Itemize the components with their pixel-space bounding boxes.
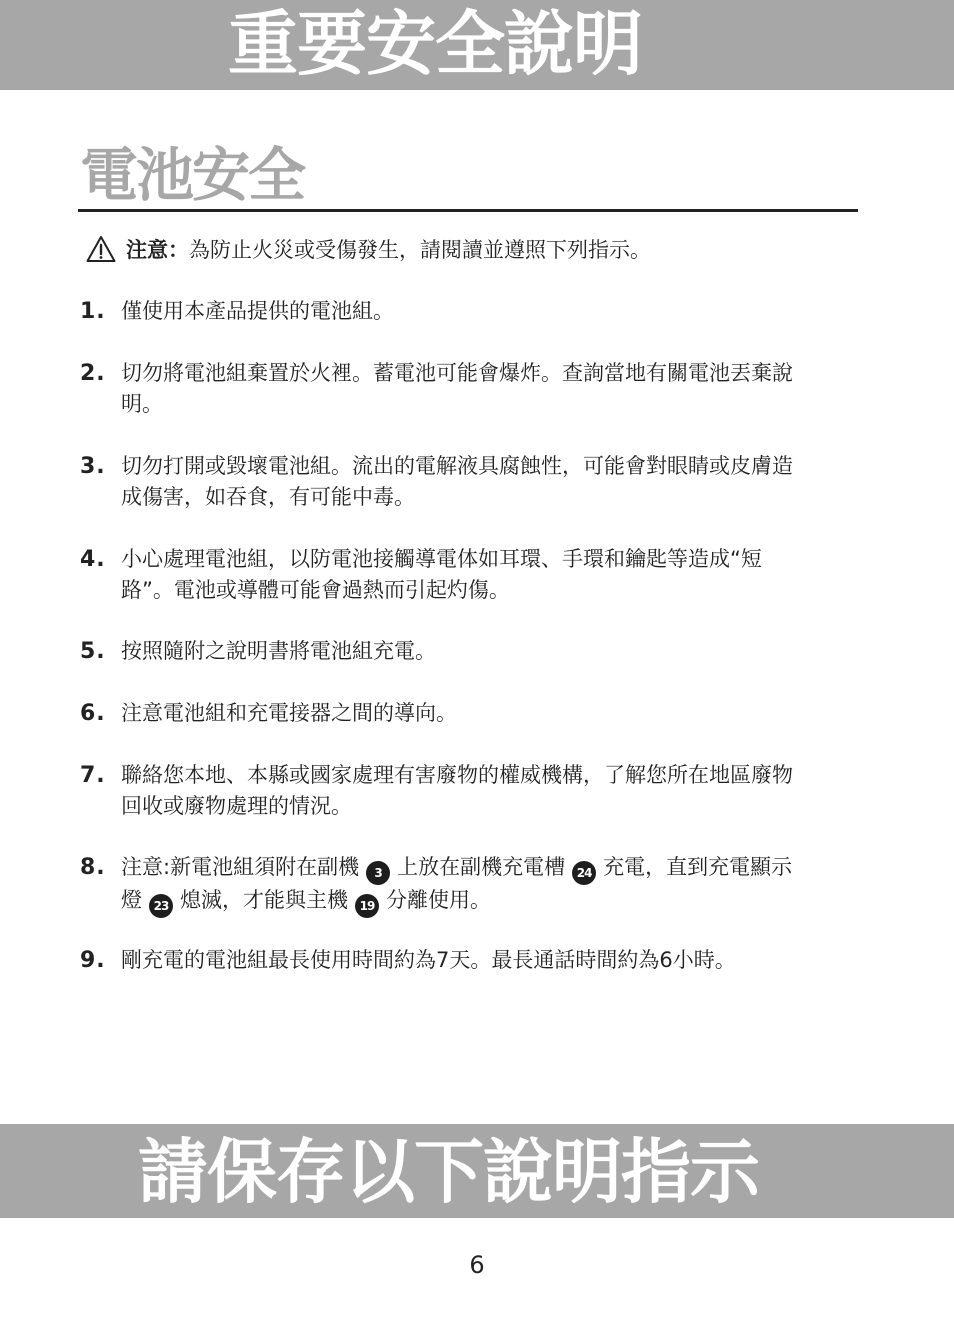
- item-text-segment: 上放在副機充電槽: [397, 855, 566, 879]
- section-title: 電池安全: [80, 141, 305, 209]
- item-number: 3.: [80, 454, 106, 479]
- list-item: [80, 296, 840, 327]
- item-text: 注意電池組和充電接器之間的導向。: [121, 701, 457, 725]
- section-divider: [78, 209, 858, 212]
- caution-label: 注意：: [126, 238, 189, 262]
- list-item: [80, 451, 840, 513]
- item-number: 6.: [80, 701, 106, 726]
- list-item: [80, 698, 840, 729]
- item-text: 聯絡您本地、本縣或國家處理有害廢物的權威機構，了解您所在地區廢物回收或廢物處理的情況。: [121, 763, 793, 818]
- item-number: 1.: [80, 299, 106, 324]
- item-number: 7.: [80, 763, 106, 788]
- item-text: 小心處理電池組，以防電池接觸導電体如耳環、手環和鑰匙等造成“短路”。電池或導體可能會過熱而引起灼傷。: [121, 547, 762, 602]
- item-number: 4.: [80, 547, 106, 572]
- item-text: 僅使用本產品提供的電池組。: [121, 299, 394, 323]
- list-item: [80, 636, 840, 667]
- item-text-segment: 注意:新電池組須附在副機: [121, 855, 360, 879]
- item-text: 剛充電的電池組最長使用時間約為7天。最長通話時間約為6小時。: [121, 948, 736, 972]
- item-text: 按照隨附之說明書將電池組充電。: [121, 639, 436, 663]
- header-banner: 重要安全說明: [0, 0, 954, 90]
- part-number-badge: 24: [572, 861, 596, 885]
- item-text: 切勿將電池組棄置於火裡。蓄電池可能會爆炸。查詢當地有關電池丟棄說明。: [121, 361, 793, 416]
- item-text-segment: 分離使用。: [386, 888, 491, 912]
- item-number: 5.: [80, 639, 106, 664]
- list-item: [80, 358, 840, 420]
- page-number: 6: [469, 1251, 485, 1279]
- list-item: [80, 945, 840, 976]
- item-number: 9.: [80, 948, 106, 973]
- list-item: [80, 852, 840, 918]
- caution-notice: [86, 232, 651, 266]
- item-text: [121, 852, 801, 918]
- part-number-badge: 19: [355, 894, 379, 918]
- item-number: 2.: [80, 361, 106, 386]
- part-number-badge: 23: [149, 894, 173, 918]
- list-item: [80, 544, 840, 606]
- footer-banner: 請保存以下說明指示: [0, 1124, 954, 1218]
- item-number: 8.: [80, 855, 106, 880]
- item-text: 切勿打開或毀壞電池組。流出的電解液具腐蝕性，可能會對眼睛或皮膚造成傷害，如吞食，有可能中毒。: [121, 454, 793, 509]
- warning-triangle-icon: [86, 235, 116, 263]
- item-text-segment: 熄滅，才能與主機: [180, 888, 348, 912]
- list-item: [80, 760, 840, 822]
- item-text-segment: 充電，直到充電顯示燈: [121, 855, 793, 912]
- part-number-badge: 3: [366, 861, 390, 885]
- caution-text: 為防止火災或受傷發生，請閱讀並遵照下列指示。: [189, 238, 651, 262]
